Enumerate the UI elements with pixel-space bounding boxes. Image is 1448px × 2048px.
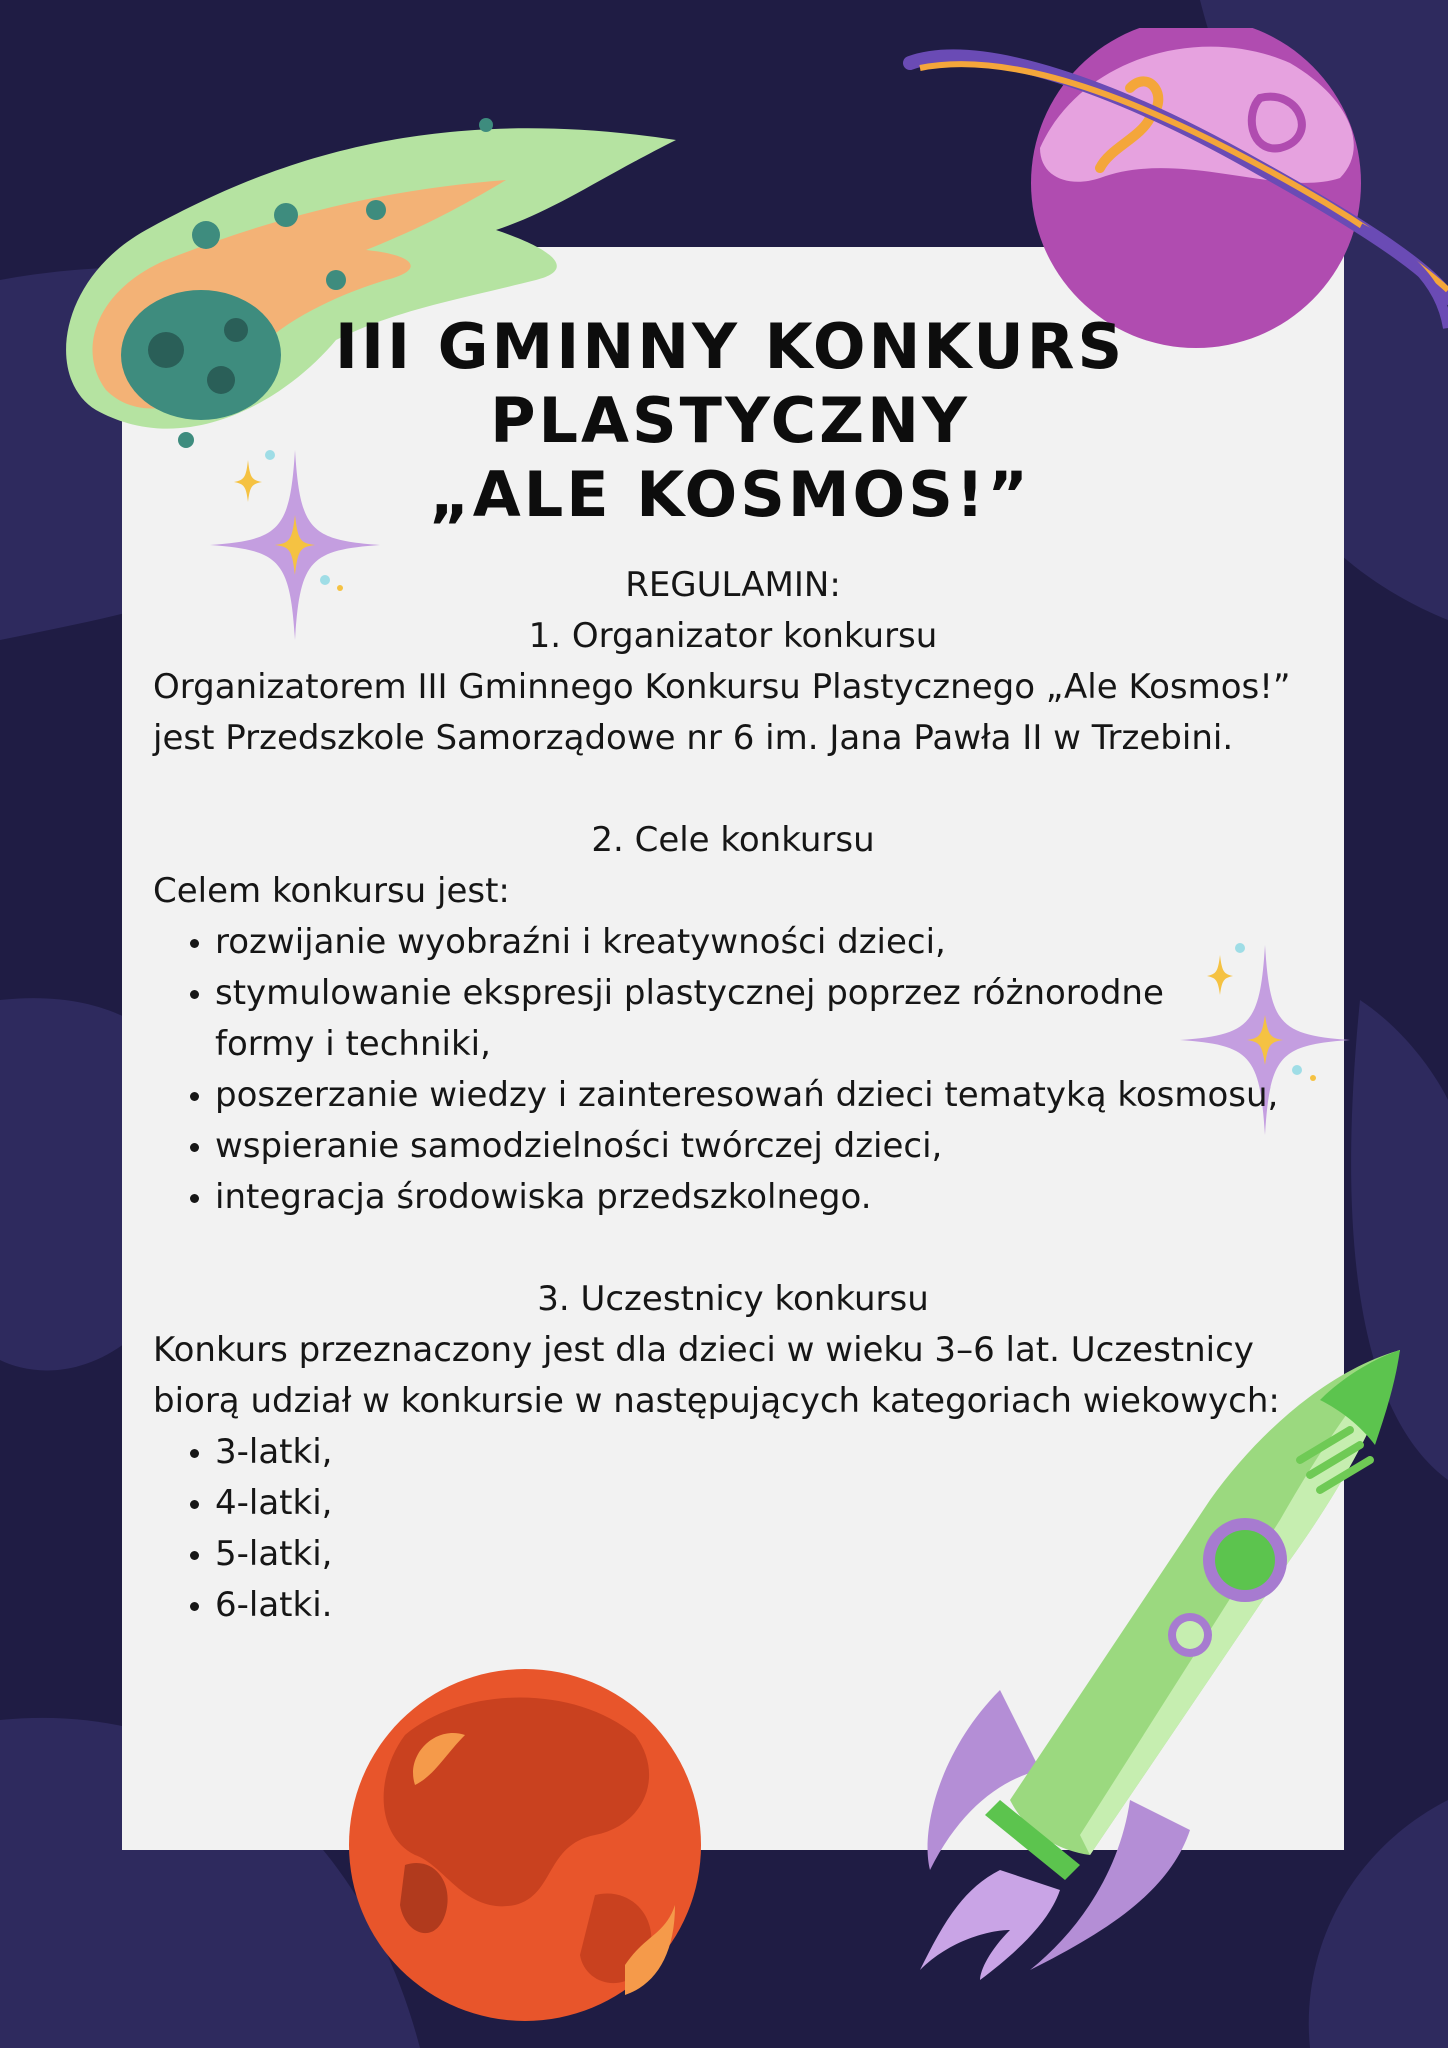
section-heading-goals: 2. Cele konkursu <box>591 820 875 860</box>
rules-content <box>153 560 1313 1631</box>
list-item: • wspieranie samodzielności twórczej dzieci, <box>215 1121 1313 1172</box>
regulamin-heading: REGULAMIN: <box>625 565 841 605</box>
list-item: • 3-latki, <box>215 1427 1313 1478</box>
list-item: • stymulowanie ekspresji plastycznej poprzez różnorodne formy i techniki, <box>215 968 1313 1070</box>
list-item: • 6-latki. <box>215 1580 1313 1631</box>
list-item: • poszerzanie wiedzy i zainteresowań dzieci tematyką kosmosu, <box>215 1070 1313 1121</box>
section-heading-participants: 3. Uczestnicy konkursu <box>537 1279 929 1319</box>
list-item: • rozwijanie wyobraźni i kreatywności dzieci, <box>215 917 1313 968</box>
list-item: • 4-latki, <box>215 1478 1313 1529</box>
participants-text: Konkurs przeznaczony jest dla dzieci w wieku 3–6 lat. Uczestnicy <box>153 1330 1254 1370</box>
title-line: III GMINNY KONKURS <box>334 310 1126 383</box>
organizer-text: jest Przedszkole Samorządowe nr 6 im. Jana Pawła II w Trzebini. <box>153 718 1234 758</box>
red-planet-illustration <box>345 1665 705 2025</box>
spacer <box>153 764 1313 815</box>
spacer <box>153 1223 1313 1274</box>
participants-text: biorą udział w konkursie w następujących kategoriach wiekowych: <box>153 1381 1280 1421</box>
title-line: „ALE KOSMOS!” <box>429 458 1031 531</box>
title-line: PLASTYCZNY <box>490 384 970 457</box>
organizer-text: Organizatorem III Gminnego Konkursu Plastycznego „Ale Kosmos!” <box>153 667 1291 707</box>
section-heading-organizer: 1. Organizator konkursu <box>528 616 938 656</box>
goals-intro: Celem konkursu jest: <box>153 871 510 911</box>
goals-list <box>153 917 1313 1223</box>
age-categories-list <box>153 1427 1313 1631</box>
list-item: • integracja środowiska przedszkolnego. <box>215 1172 1313 1223</box>
list-item: • 5-latki, <box>215 1529 1313 1580</box>
poster-title <box>300 310 1160 532</box>
